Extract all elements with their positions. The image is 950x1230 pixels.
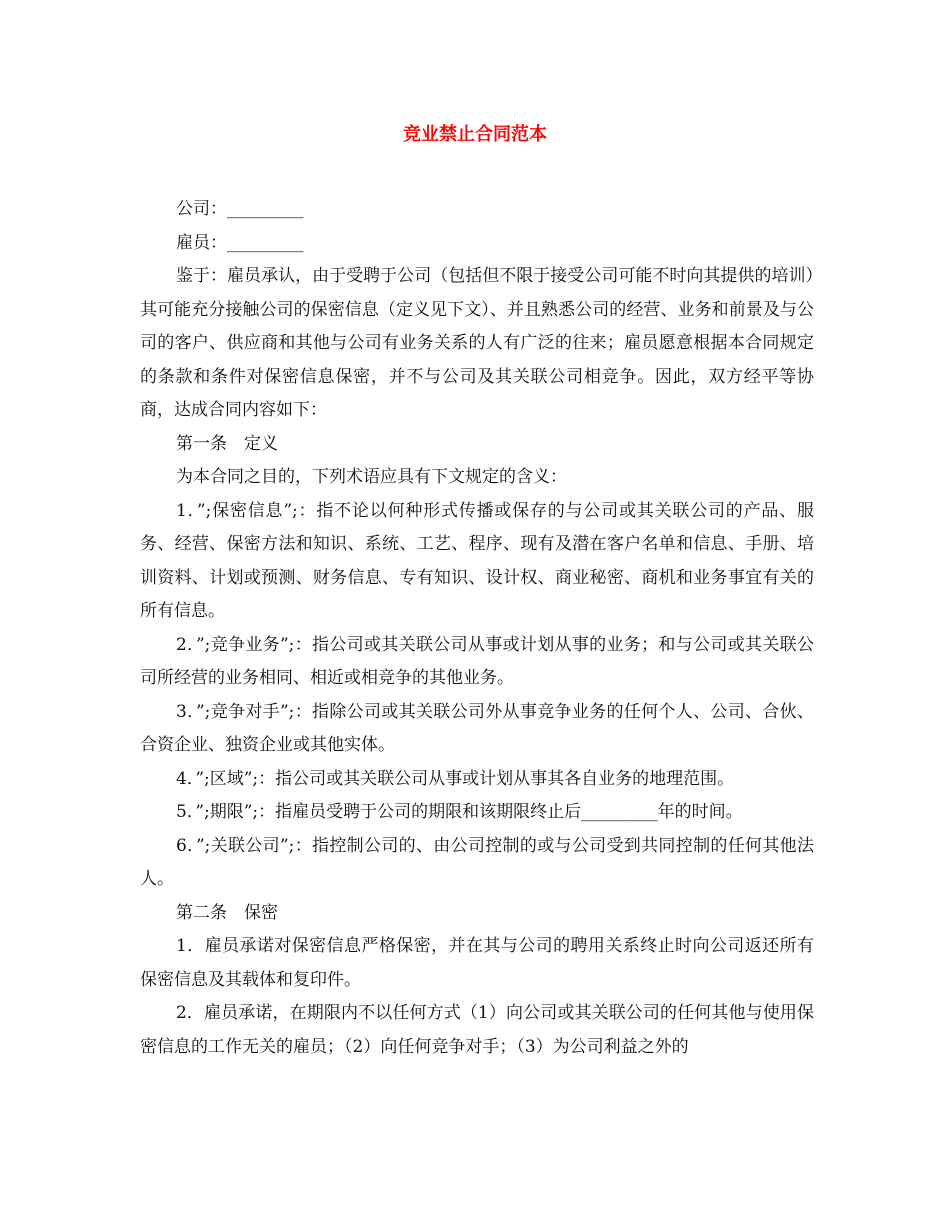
article-one-heading: 第一条 定义 xyxy=(176,433,278,454)
confidentiality-clause-1: 1．雇员承诺对保密信息严格保密，并在其与公司的聘用关系终止时向公司返还所有保密信息及其载体和复印件。 xyxy=(140,936,814,990)
party-company-line: 公司：_________ xyxy=(176,199,304,219)
party-employee-line: 雇员：_________ xyxy=(176,232,304,253)
article-two-heading: 第二条 保密 xyxy=(176,902,278,923)
definition-region: 4．”;区域”;：指公司或其关联公司从事或计划从事其各自业务的地理范围。 xyxy=(176,768,735,789)
document-title: 竞业禁止合同范本 xyxy=(403,124,547,145)
recital-paragraph: 鉴于：雇员承认，由于受聘于公司（包括但不限于接受公司可能不时向其提供的培训）其可能充分接触公司的保密信息（定义见下文）、并且熟悉公司的经营、业务和前景及与公司的客户、供应商和其他与公司有业务关系的人有广泛的往来；雇员愿意根据本合同规定的条款和条件对保密信息保密，并不与公司及其关联公司相竞争。因此，双方经平等协商，达成合同内容如下： xyxy=(140,266,814,420)
confidentiality-clause-2: 2．雇员承诺，在期限内不以任何方式（1）向公司或其关联公司的任何其他与使用保密信息的工作无关的雇员；（2）向任何竞争对手；（3）为公司利益之外的 xyxy=(140,1003,814,1057)
definition-confidential-info: 1．”;保密信息”;：指不论以何种形式传播或保存的与公司或其关联公司的产品、服务、经营、保密方法和知识、系统、工艺、程序、现有及潜在客户名单和信息、手册、培训资料、计划或预测、财务信息、专有知识、设计权、商业秘密、商机和业务事宜有关的所有信息。 xyxy=(140,500,814,621)
definition-competitor: 3．”;竞争对手”;：指除公司或其关联公司外从事竞争业务的任何个人、公司、合伙、合资企业、独资企业或其他实体。 xyxy=(140,701,814,755)
definition-term: 5．”;期限”;：指雇员受聘于公司的期限和该期限终止后_________年的时间。 xyxy=(176,802,743,822)
definition-competing-business: 2．”;竞争业务”;：指公司或其关联公司从事或计划从事的业务；和与公司或其关联公司所经营的业务相同、相近或相竞争的其他业务。 xyxy=(140,634,814,688)
definition-affiliate: 6．”;关联公司”;：指控制公司的、由公司控制的或与公司受到共同控制的任何其他法人。 xyxy=(140,835,814,889)
document-body xyxy=(140,193,814,1064)
definitions-intro: 为本合同之目的，下列术语应具有下文规定的含义： xyxy=(176,467,567,487)
